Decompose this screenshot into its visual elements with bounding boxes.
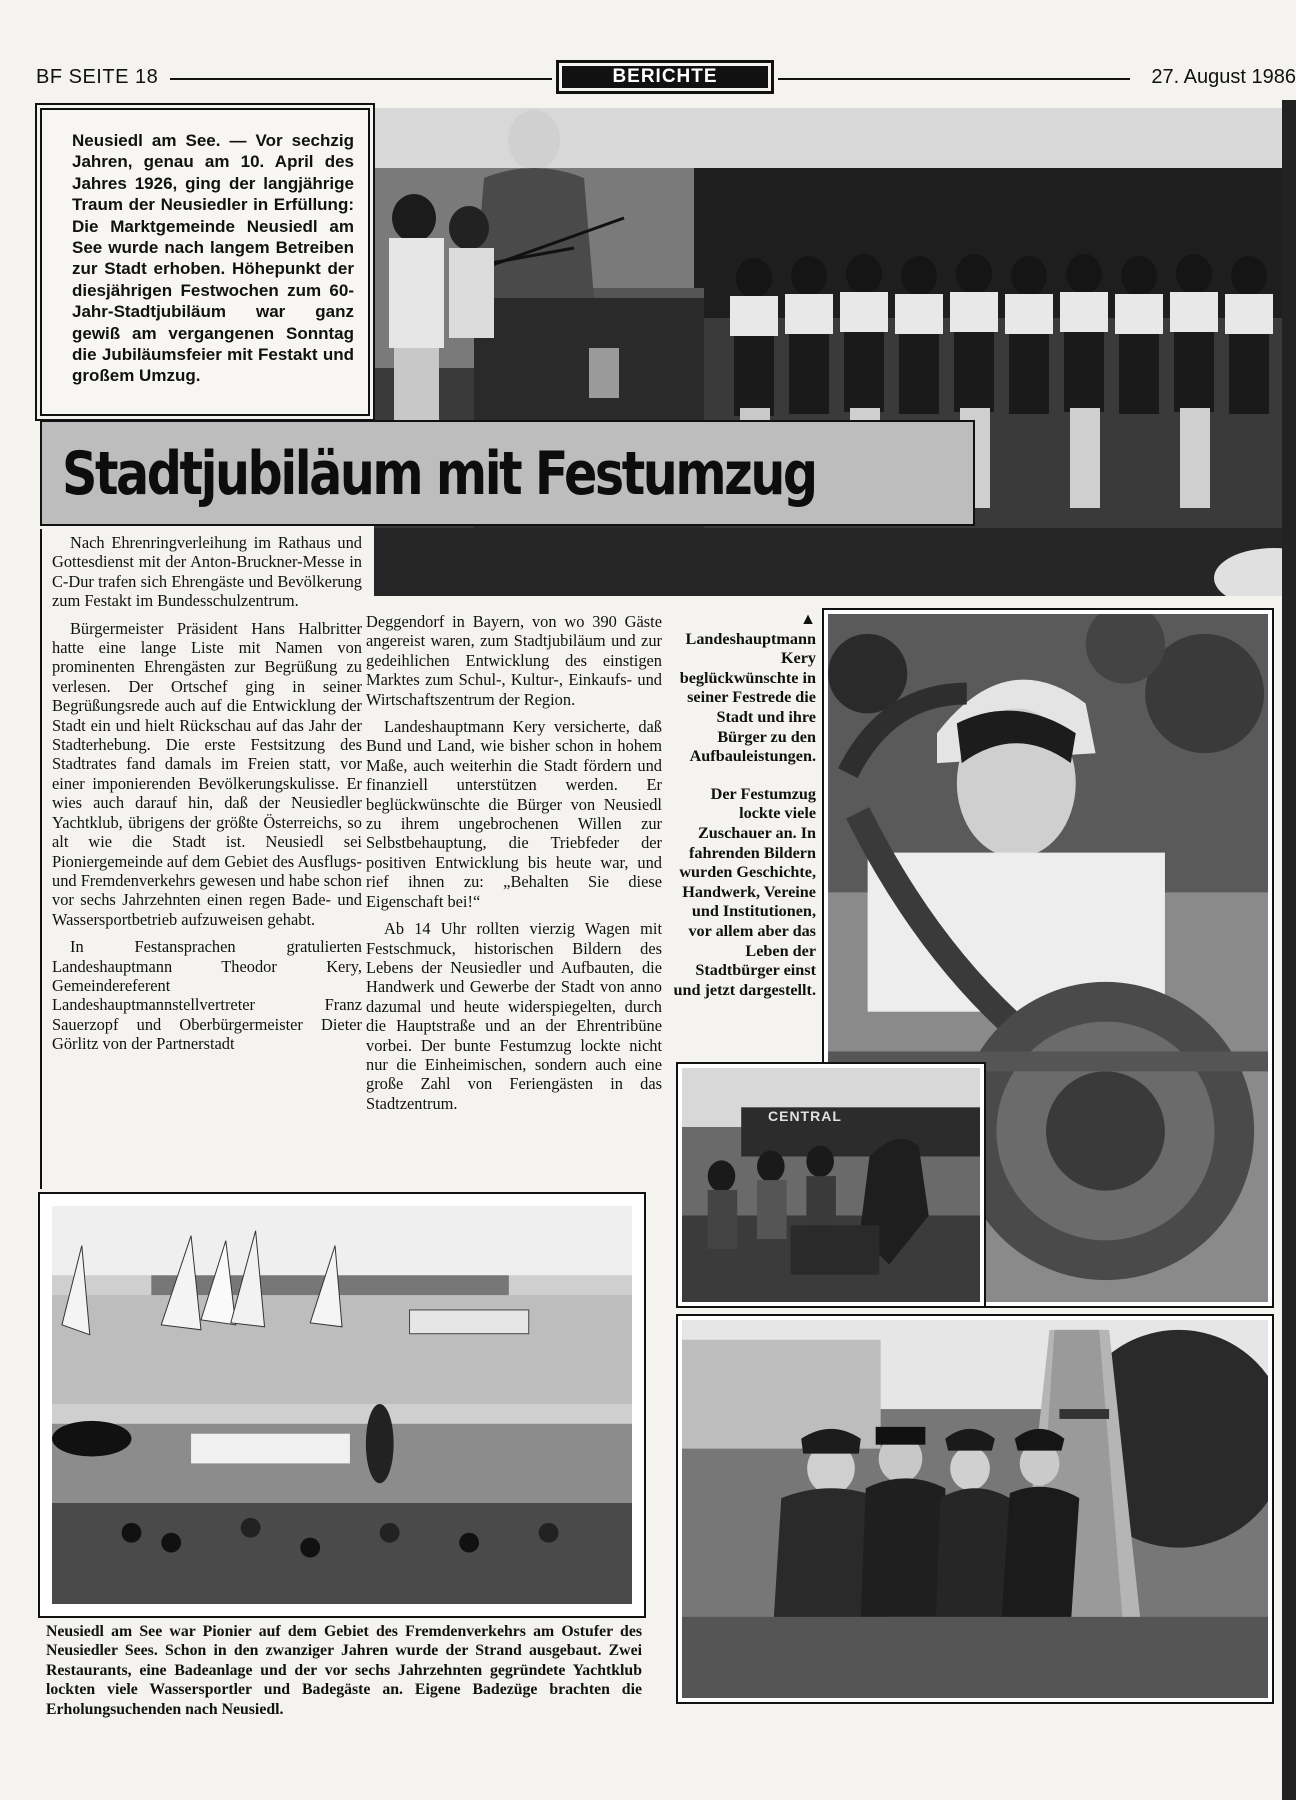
photo-broom-men [676,1314,1274,1704]
photo-beach-yachtclub [38,1192,646,1618]
article-paragraph: Nach Ehrenringverleihung im Rathaus und Gottesdienst mit der Anton-Bruckner-Messe in C-Dur trafen sich Ehrengäste und Bevölkerung zum Festakt im Bundesschulzentrum. [52,533,362,611]
article-paragraph: Ab 14 Uhr rollten vierzig Wagen mit Festschmuck, historischen Bildern des Lebens der Neusiedler und Aufbauten, die Handwerk und Gewerbe der Stadt von anno dazumal und heute widerspiegelten, durch die Hauptstraße und an der Ehrentribüne vorbei. Der bunte Festumzug lockte nicht nur die Einheimischen, sondern auch eine große Zahl von Feriengästen in das Stadtzentrum. [366,919,662,1113]
headline: Stadtjubiläum mit Festumzug [62,439,816,509]
section-label [556,60,774,94]
section-label-text: BERICHTE [562,66,768,88]
article-paragraph: Landeshauptmann Kery versicherte, daß Bund und Land, wie bisher schon in hohem Maße, auch weiterhin die Stadt fördern und finanziell unterstützen werden. Er beglückwünschte die Bürger von Neusiedl zu ihrem ungebrochenen Willen zur Selbstbehauptung, die Triebfeder der positiven Entwicklung bis heute war, und rief ihnen zu: „Behalten Sie diese Eigenschaft bei!“ [366,717,662,911]
photo-caption-right [668,610,816,1018]
lead-paragraph: Neusiedl am See. — Vor sechzig Jahren, genau am 10. April des Jahres 1926, ging der langjährige Traum der Neusiedler in Erfüllung: Die Marktgemeinde Neusiedl am See wurde nach langem Betreiben zur Stadt erhoben. Höhepunkt der diesjährigen Festwochen zum 60-Jahr-Stadtjubiläum war ganz gewiß am vergangenen Sonntag die Jubiläumsfeier mit Festakt und großem Umzug. [40,108,370,416]
article-column-2 [366,612,662,1182]
article-paragraph: Bürgermeister Präsident Hans Halbritter hatte eine lange Liste mit Namen von prominenten Ehrengästen zur Begrüßung zu verlesen. Der Ortschef ging in seiner Begrüßungsrede auch auf die Entwicklung der Stadt ein und hielt Rückschau auf das Jahr der Stadterhebung. Die erste Festsitzung des Stadtrates fand damals im Freien statt, vor einer imponierenden Bevölkerungskulisse. Er wies auch darauf hin, daß der Neusiedler Yachtklub, übrigens der größte Österreichs, so alt wie die Stadt ist. Neusiedl sei Pioniergemeinde auf dem Gebiet des Ausflugs- und Fremdenverkehrs gewesen und habe schon vor sechs Jahrzehnten einen regen Bade- und Wassersportbetrieb aufzuweisen gehabt. [52,618,362,929]
article-column-1 [40,529,362,1189]
photo-caption-bottom: Neusiedl am See war Pionier auf dem Gebiet des Fremdenverkehrs am Ostufer des Neusiedler Sees. Schon in den zwanziger Jahren wurde der Strand ausgebaut. Zwei Restaurants, eine Badeanlage und der vor sechs Jahrzehnten gegründete Yachtklub lockten viele Wassersportler und Badegäste an. Eigene Badezüge brachten die Erholungsuchenden nach Neusiedl. [46,1623,642,1718]
caption-festumzug: Der Festumzug lockte viele Zuschauer an. In fahrenden Bildern wurden Geschichte, Handwerk, Vereine und Institutionen, vor allem aber das Leben der Stadtbürger einst und jetzt dargestellt. [673,784,816,999]
page-edge-shadow [1282,100,1296,1800]
header-rule-left [170,78,552,80]
caption-landeshauptmann: ▲ Landeshauptmann Kery beglückwünschte in seiner Festrede die Stadt und ihre Bürger zu den Aufbauleistungen. [679,610,816,766]
article-paragraph: In Festansprachen gratulierten Landeshauptmann Theodor Kery, Gemeindereferent Landeshauptmannstellvertreter Franz Sauerzopf und Oberbürgermeister Dieter Görlitz von der Partnerstadt [52,937,362,1054]
issue-date: 27. August 1986 [1151,66,1296,88]
article-paragraph: Deggendorf in Bayern, von wo 390 Gäste angereist waren, zum Stadtjubiläum und zur gedeihlichen Entwicklung des einstigen Marktes zum Schul-, Kultur-, Einkaufs- und Wirtschaftszentrum der Region. [366,612,662,709]
page-number: BF SEITE 18 [36,66,159,88]
truck-sign: CENTRAL [768,1108,842,1124]
header-rule-right [778,78,1130,80]
photo-parade-horses [676,1062,986,1308]
